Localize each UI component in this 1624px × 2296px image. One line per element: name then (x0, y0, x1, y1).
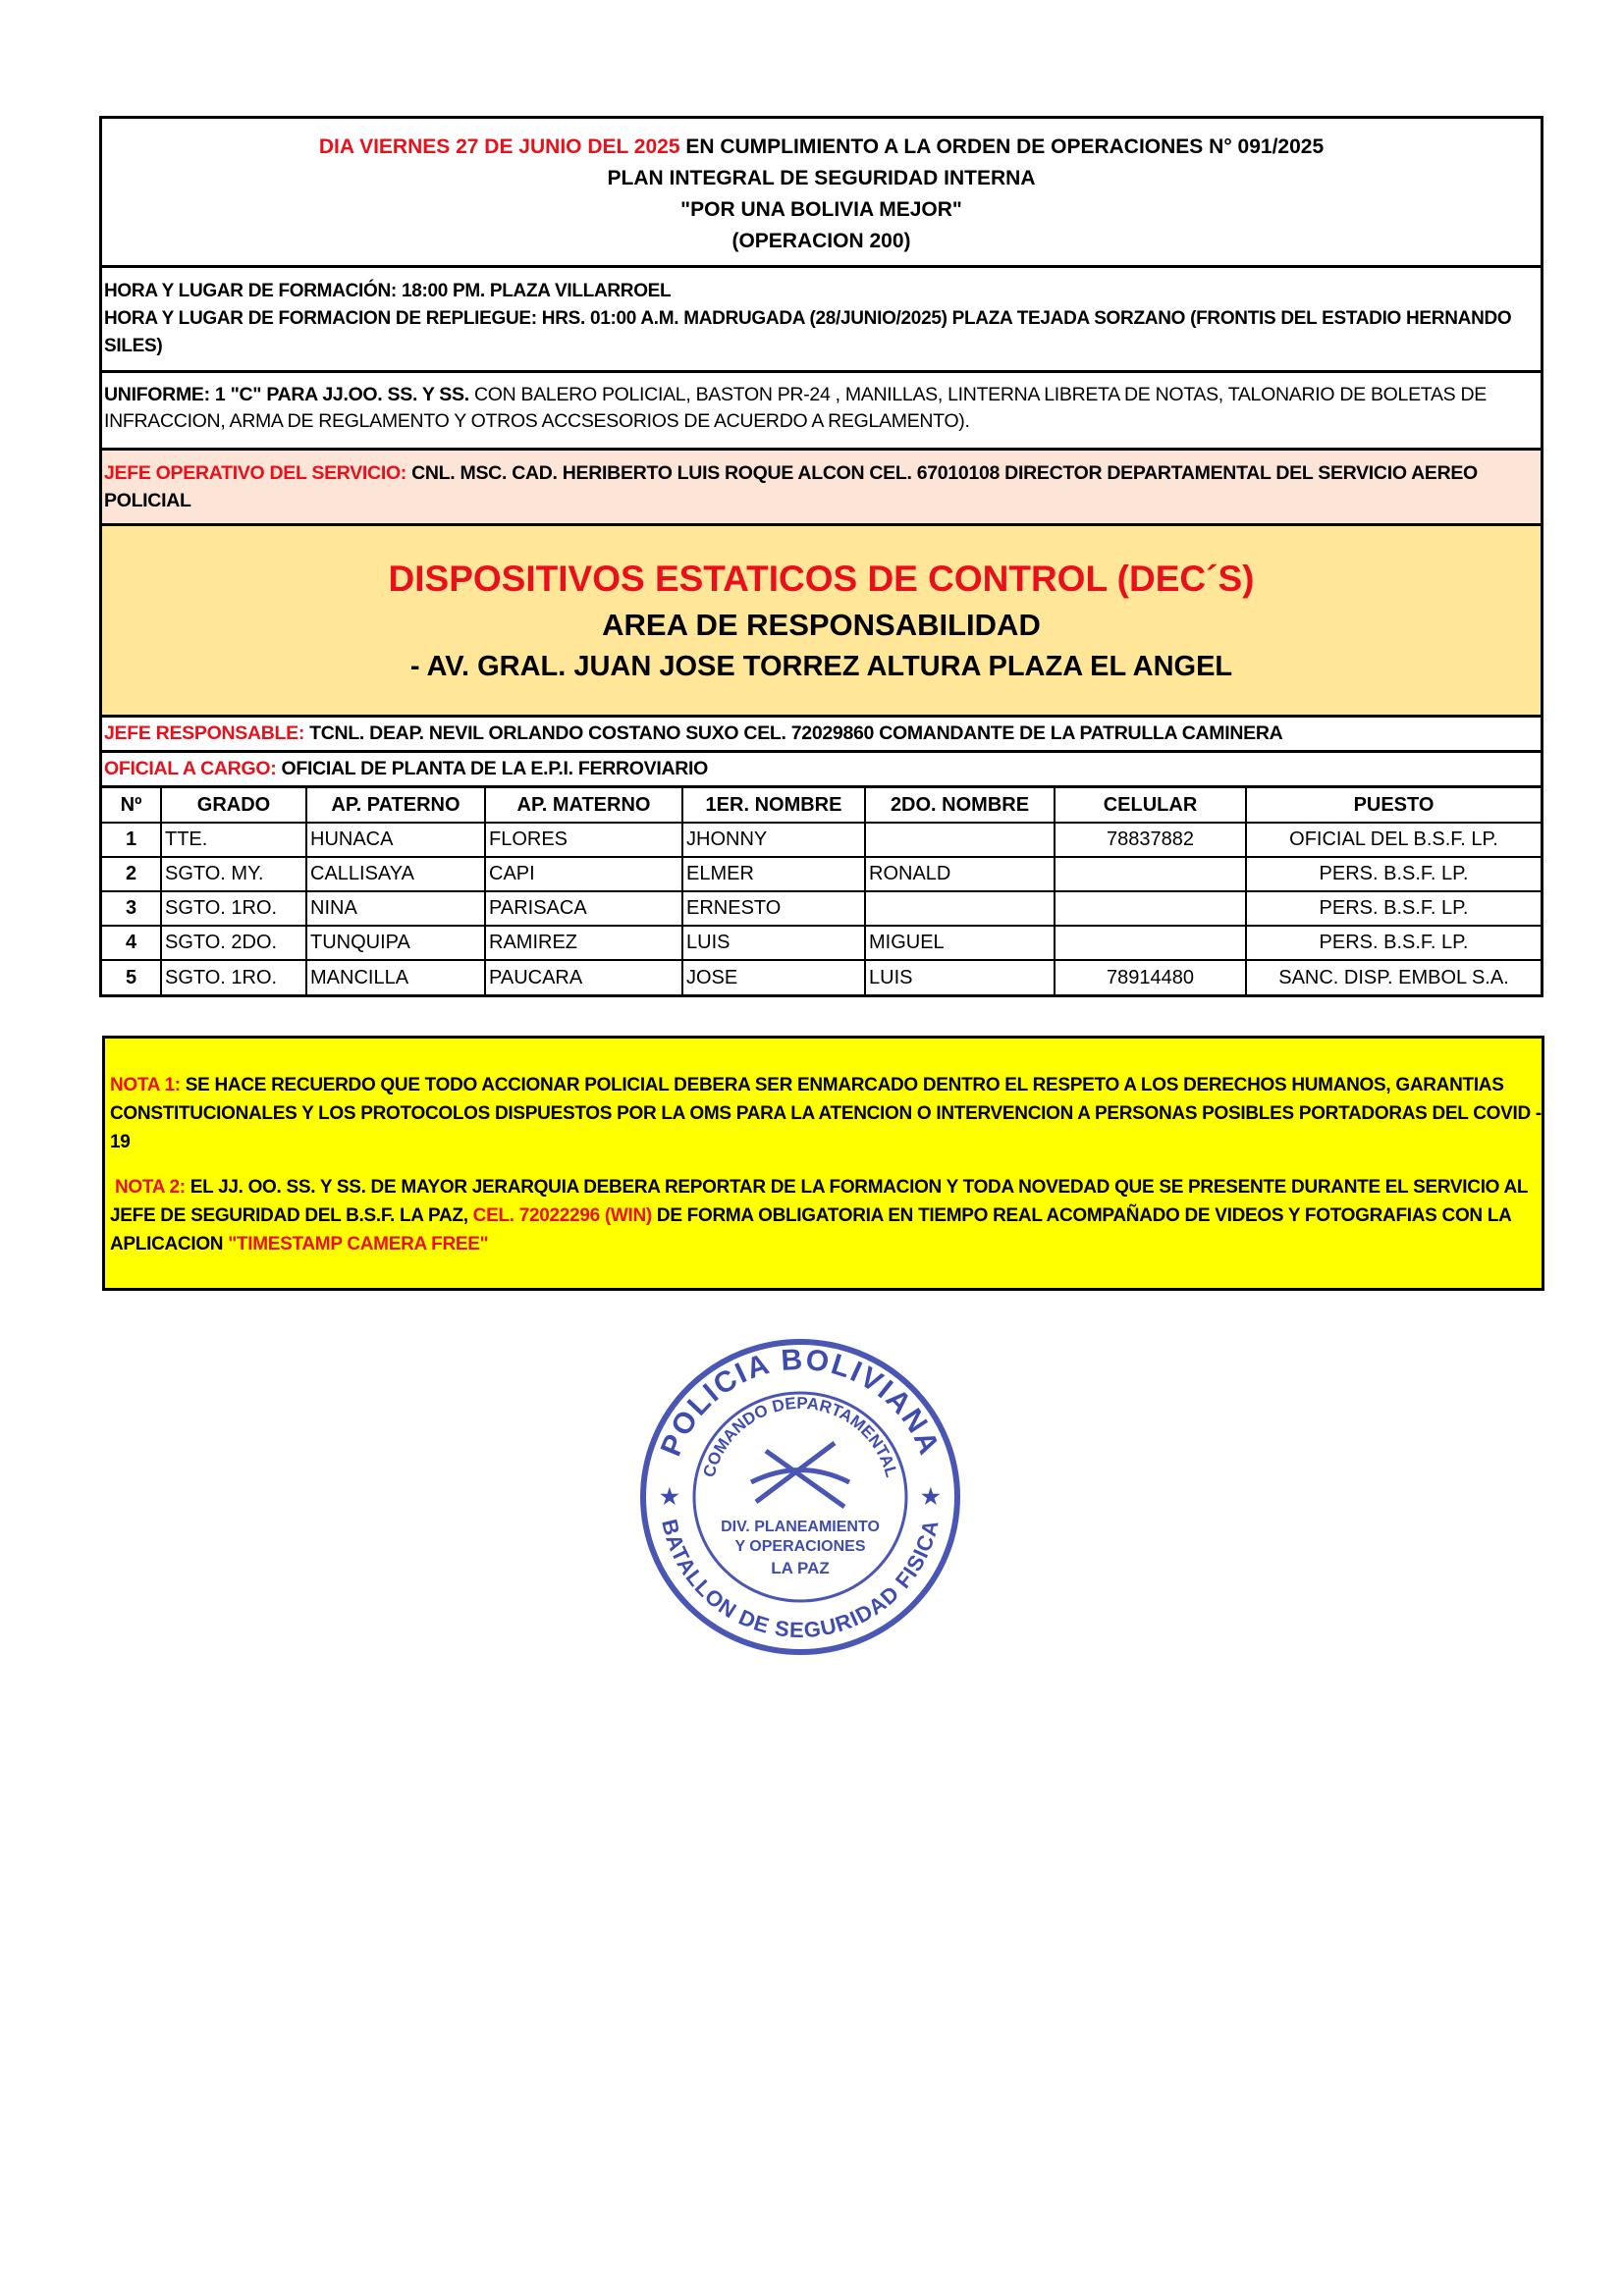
cell-phone: 78914480 (1055, 960, 1246, 994)
stamp-center-line-2: Y OPERACIONES (734, 1538, 866, 1555)
operative-chief-section (102, 451, 1541, 526)
cell-first-name: ELMER (682, 857, 865, 891)
stamp-center-line-3: LA PAZ (771, 1559, 830, 1577)
withdrawal-time-place: HORA Y LUGAR DE FORMACION DE REPLIEGUE: HRS. 01:00 A.M. MADRUGADA (28/JUNIO/2025) PLAZA TEJADA SORZANO (FRONTIS DEL ESTADIO HERNANDO SILES) (104, 308, 1512, 356)
officer-text: OFICIAL DE PLANTA DE LA E.P.I. FERROVIARIO (276, 758, 708, 779)
cell-grade: SGTO. MY. (161, 857, 306, 891)
roster-section (102, 788, 1541, 994)
notes-box (102, 1036, 1544, 1291)
col-header-number: Nº (102, 788, 161, 823)
uniform-text: CON BALERO POLICIAL, BASTON PR-24 , MANILLAS, LINTERNA LIBRETA DE NOTAS, TALONARIO DE BOLETAS DE INFRACCION, ARMA DE REGLAMENTO Y OTROS ACCSESORIOS DE ACUERDO A REGLAMENTO). (104, 384, 1487, 432)
cell-phone (1055, 926, 1246, 960)
personnel-table (102, 788, 1541, 994)
cell-first-name: JOSE (682, 960, 865, 994)
cell-maternal-surname: RAMIREZ (485, 926, 682, 960)
cell-grade: TTE. (161, 823, 306, 857)
cell-maternal-surname: PAUCARA (485, 960, 682, 994)
cell-phone: 78837882 (1055, 823, 1246, 857)
cell-grade: SGTO. 2DO. (161, 926, 306, 960)
col-header-phone: CELULAR (1055, 788, 1246, 823)
responsible-section (102, 718, 1541, 753)
table-row (102, 823, 1541, 857)
operative-chief-text: CNL. MSC. CAD. HERIBERTO LUIS ROQUE ALCON CEL. 67010108 DIRECTOR DEPARTAMENTAL DEL SERVICIO AEREO POLICIAL (104, 462, 1478, 511)
cell-post: SANC. DISP. EMBOL S.A. (1246, 960, 1541, 994)
cell-first-name: JHONNY (682, 823, 865, 857)
cell-phone (1055, 857, 1246, 891)
formation-time-place: HORA Y LUGAR DE FORMACIÓN: 18:00 PM. PLAZA VILLARROEL (104, 281, 672, 301)
cell-post: PERS. B.S.F. LP. (1246, 857, 1541, 891)
officer-section (102, 753, 1541, 788)
header-date: DIA VIERNES 27 DE JUNIO DEL 2025 (318, 135, 680, 158)
header-operation: (OPERACION 200) (731, 230, 911, 252)
star-icon: ★ (660, 1484, 679, 1509)
table-row (102, 891, 1541, 926)
note-2-text-b: DE FORMA OBLIGATORIA EN TIEMPO REAL ACOMPAÑADO DE VIDEOS Y FOTOGRAFIAS CON LA APLICACION (110, 1205, 1511, 1255)
header-motto: "POR UNA BOLIVIA MEJOR" (680, 198, 962, 221)
note-1-text: SE HACE RECUERDO QUE TODO ACCIONAR POLICIAL DEBERA SER ENMARCADO DENTRO EL RESPETO A LOS DERECHOS HUMANOS, GARANTIAS CONSTITUCIONALES Y LOS PROTOCOLOS DISPUESTOS POR LA OMS PARA LA ATENCION O INTERVENCION A PERSONAS POSIBLES PORTADORAS DEL COVID - 19 (110, 1075, 1542, 1152)
cell-post: PERS. B.S.F. LP. (1246, 891, 1541, 926)
cell-post: OFICIAL DEL B.S.F. LP. (1246, 823, 1541, 857)
table-row (102, 926, 1541, 960)
svg-text:BATALLON DE SEGURIDAD FISICA (657, 1517, 944, 1642)
cell-number: 2 (102, 857, 161, 891)
col-header-post: PUESTO (1246, 788, 1541, 823)
cell-grade: SGTO. 1RO. (161, 960, 306, 994)
cell-phone (1055, 891, 1246, 926)
cell-grade: SGTO. 1RO. (161, 891, 306, 926)
document-header (102, 119, 1541, 268)
cell-paternal-surname: NINA (306, 891, 485, 926)
note-2-text-a: EL JJ. OO. SS. Y SS. DE MAYOR JERARQUIA DEBERA REPORTAR DE LA FORMACION Y TODA NOVEDAD QUE SE PRESENTE DURANTE EL SERVICIO AL JEFE DE SEGURIDAD DEL B.S.F. LA PAZ, (110, 1177, 1528, 1226)
stamp-outer-top: POLICIA BOLIVIANA (654, 1343, 947, 1462)
stamp-center-line-1: DIV. PLANEAMIENTO (721, 1519, 880, 1535)
responsible-text: TCNL. DEAP. NEVIL ORLANDO COSTANO SUXO CEL. 72029860 COMANDANTE DE LA PATRULLA CAMINERA (304, 722, 1283, 744)
table-row (102, 960, 1541, 994)
cell-number: 1 (102, 823, 161, 857)
cell-paternal-surname: CALLISAYA (306, 857, 485, 891)
cell-second-name: LUIS (865, 960, 1055, 994)
cell-first-name: LUIS (682, 926, 865, 960)
note-1 (110, 1071, 1542, 1156)
operations-sheet (99, 116, 1543, 997)
col-header-first-name: 1ER. NOMBRE (682, 788, 865, 823)
cell-paternal-surname: MANCILLA (306, 960, 485, 994)
dec-title: DISPOSITIVOS ESTATICOS DE CONTROL (DEC´S) (388, 559, 1255, 599)
note-2-label: NOTA 2: (114, 1177, 186, 1198)
header-plan: PLAN INTEGRAL DE SEGURIDAD INTERNA (607, 167, 1036, 189)
uniform-label: UNIFORME: 1 "C" PARA JJ.OO. SS. Y SS. (104, 384, 469, 405)
formation-section (102, 268, 1541, 373)
stamp-outer-bottom: BATALLON DE SEGURIDAD FISICA (657, 1517, 944, 1643)
table-header-row (102, 788, 1541, 823)
responsible-label: JEFE RESPONSABLE: (104, 722, 305, 744)
cell-number: 3 (102, 891, 161, 926)
cell-maternal-surname: PARISACA (485, 891, 682, 926)
header-line-1 (102, 132, 1541, 163)
cell-paternal-surname: TUNQUIPA (306, 926, 485, 960)
cell-maternal-surname: CAPI (485, 857, 682, 891)
operative-chief-label: JEFE OPERATIVO DEL SERVICIO: (104, 462, 406, 484)
note-2 (110, 1173, 1542, 1258)
note-2-phone: CEL. 72022296 (WIN) (472, 1205, 652, 1226)
cell-post: PERS. B.S.F. LP. (1246, 926, 1541, 960)
police-seal-stamp (638, 1335, 962, 1659)
col-header-grade: GRADO (161, 788, 306, 823)
cell-number: 5 (102, 960, 161, 994)
cell-first-name: ERNESTO (682, 891, 865, 926)
cell-paternal-surname: HUNACA (306, 823, 485, 857)
dec-subtitle: AREA DE RESPONSABILIDAD (602, 608, 1041, 642)
star-icon: ★ (921, 1484, 941, 1509)
note-2-app: "TIMESTAMP CAMERA FREE" (228, 1234, 489, 1255)
cell-second-name (865, 823, 1055, 857)
col-header-paternal-surname: AP. PATERNO (306, 788, 485, 823)
dec-banner (102, 526, 1541, 718)
stamp-inner-top: COMANDO DEPARTAMENTAL (699, 1393, 901, 1480)
dec-area: - AV. GRAL. JUAN JOSE TORREZ ALTURA PLAZA EL ANGEL (409, 651, 1233, 682)
cell-second-name (865, 891, 1055, 926)
cell-number: 4 (102, 926, 161, 960)
table-row (102, 857, 1541, 891)
cell-second-name: RONALD (865, 857, 1055, 891)
cell-second-name: MIGUEL (865, 926, 1055, 960)
cell-maternal-surname: FLORES (485, 823, 682, 857)
note-1-label: NOTA 1: (110, 1075, 181, 1095)
col-header-second-name: 2DO. NOMBRE (865, 788, 1055, 823)
col-header-maternal-surname: AP. MATERNO (485, 788, 682, 823)
header-order: EN CUMPLIMIENTO A LA ORDEN DE OPERACIONES N° 091/2025 (679, 135, 1325, 158)
uniform-section (102, 373, 1541, 451)
officer-label: OFICIAL A CARGO: (104, 758, 277, 779)
